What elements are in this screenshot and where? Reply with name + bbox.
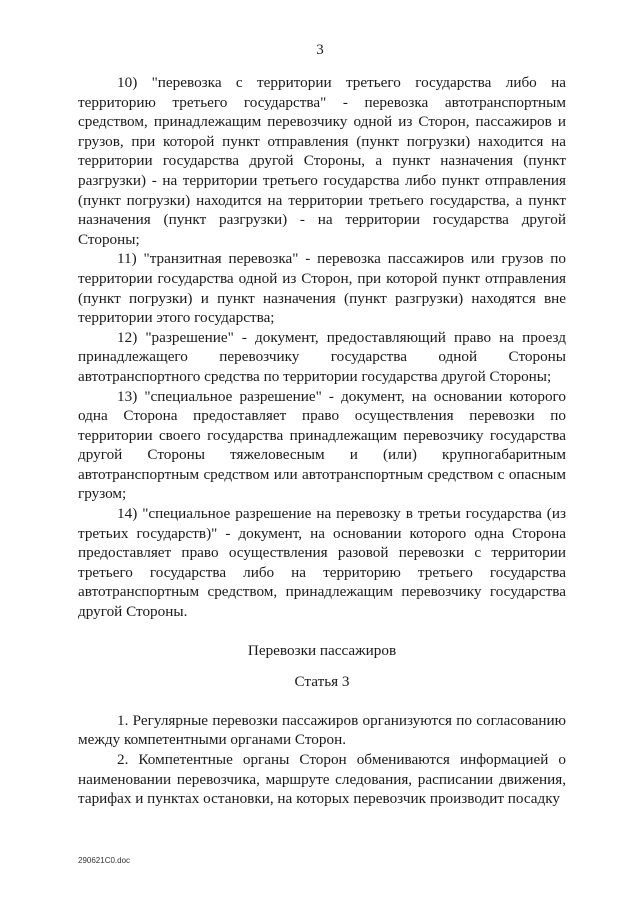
page-number: 3 — [316, 42, 324, 58]
definition-paragraph-12: 12) "разрешение" - документ, предоставляющий право на проезд принадлежащего перевозчику государства одной Стороны автотранспортного средства по территории государства другой Стороны; — [78, 328, 566, 385]
file-code-footer: 290621C0.doc — [78, 856, 131, 865]
definition-paragraph-13: 13) "специальное разрешение" - документ, на основании которого одна Сторона предоставляет право осуществления перевозки по территории своего государства принадлежащим перевозчику государства другой Стороны тяжеловесным и (или) крупногабаритным автотранспортным средством или автотранспортным средством с опасным грузом; — [78, 387, 566, 503]
definition-paragraph-10: 10) "перевозка с территории третьего государства либо на территорию третьего государства" - перевозка автотранспортным средством, принадлежащим перевозчику одной из Сторон, пассажиров и грузов, при которой пункт отправления (пункт погрузки) находится на территории государства другой Стороны, а пункт назначения (пункт разгрузки) - на территории третьего государства либо пункт отправления (пункт погрузки) находится на территории третьего государства, а пункт назначения (пункт разгрузки) - на территории государства другой Стороны; — [78, 74, 566, 248]
section-heading: Перевозки пассажиров — [247, 641, 397, 659]
article-paragraph-1: 1. Регулярные перевозки пассажиров организуются по согласованию между компетентными органами Сторон. — [78, 711, 566, 749]
definition-paragraph-14: 14) "специальное разрешение на перевозку в третьи государства (из третьих государств)" - документ, на основании которого одна Сторона предоставляет право осуществления разовой перевозки с территории третьего государства либо на территорию третьего государства автотранспортным средством, принадлежащим перевозчику государства другой Стороны. — [78, 505, 566, 621]
article-paragraph-2: 2. Компетентные органы Сторон обмениваются информацией о наименовании перевозчика, маршруте следования, расписании движения, тарифах и пунктах остановки, на которых перевозчик производит посадку — [78, 751, 566, 808]
article-heading: Статья 3 — [294, 673, 350, 691]
definition-paragraph-11: 11) "транзитная перевозка" - перевозка пассажиров или грузов по территории государства одной из Сторон, при которой пункт отправления (пункт погрузки) и пункт назначения (пункт разгрузки) находятся вне территории этого государства; — [78, 250, 566, 327]
document-body — [78, 73, 566, 809]
